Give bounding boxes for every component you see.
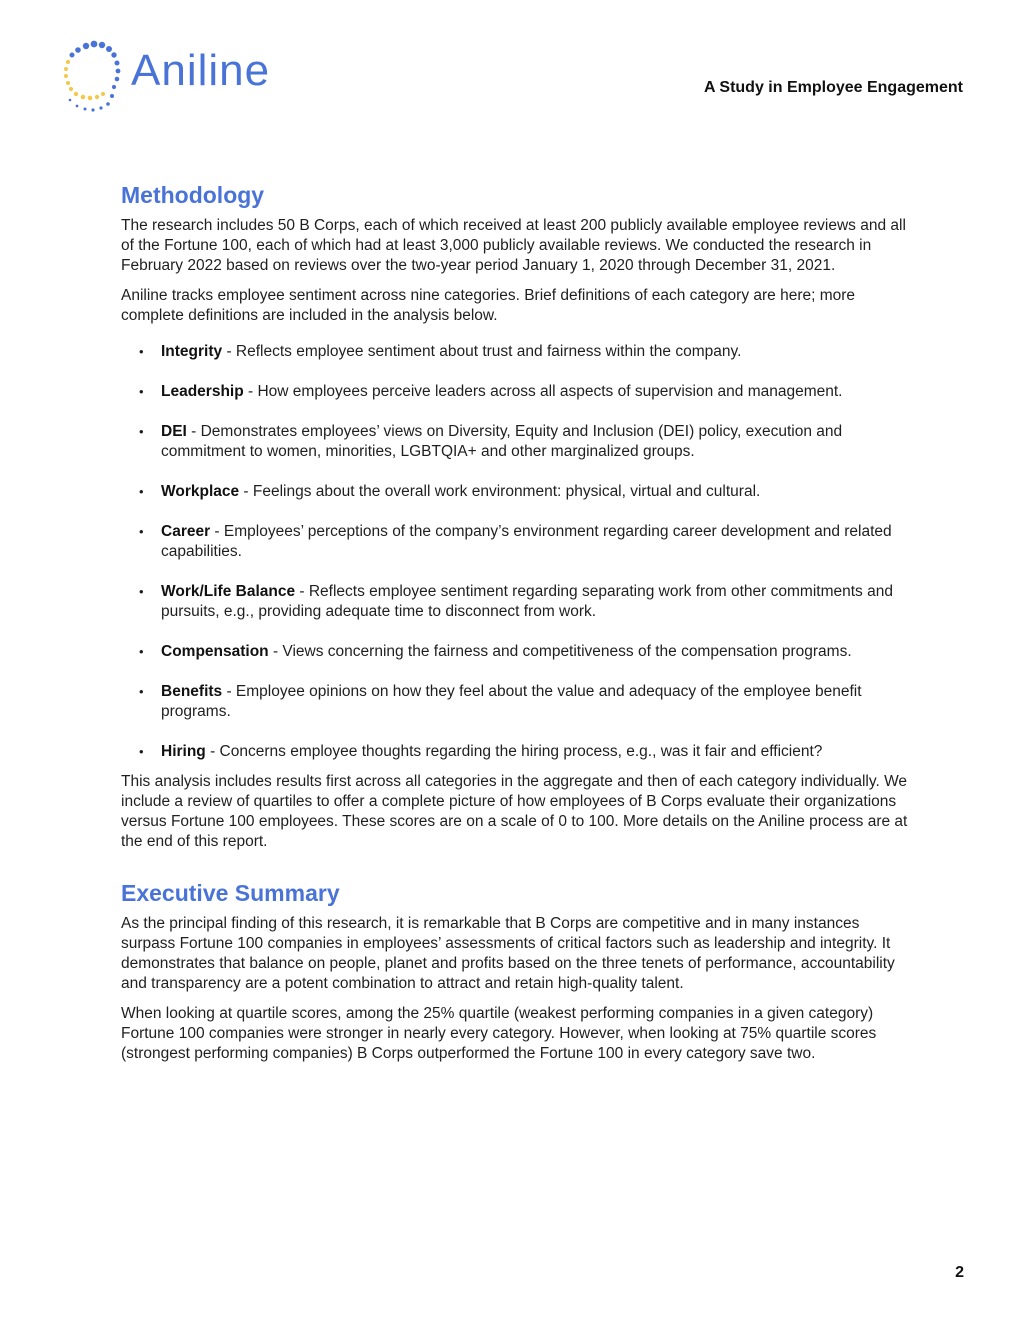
list-item	[121, 742, 911, 762]
list-item	[121, 422, 911, 462]
category-term: Work/Life Balance	[161, 583, 296, 600]
brand-name: Aniline	[131, 46, 271, 95]
methodology-paragraph: This analysis includes results first across all categories in the aggregate and then of each category individually. We include a review of quartiles to offer a complete picture of how employees of B Corps evaluate their organizations versus Fortune 100 employees. These scores are on a scale of 0 to 100. More details on the Aniline process are at the end of this report.	[121, 773, 908, 850]
methodology-section	[121, 180, 911, 852]
bullet-icon: •	[139, 684, 144, 699]
report-title: A Study in Employee Engagement	[703, 79, 963, 96]
list-item	[121, 682, 911, 722]
summary-paragraph: When looking at quartile scores, among the 25% quartile (weakest performing companies in a given category) Fortune 100 companies were stronger in nearly every category. However, when looking at 75% quartile scores (strongest performing companies) B Corps outperformed the Fortune 100 in every category save two.	[121, 1005, 877, 1062]
bullet-icon: •	[139, 524, 144, 539]
methodology-paragraph: The research includes 50 B Corps, each of which received at least 200 publicly available employee reviews and all of the Fortune 100, each of which had at least 3,000 publicly available reviews. We conducted the research in February 2022 based on reviews over the two-year period January 1, 2020 through December 31, 2021.	[121, 217, 906, 274]
category-description: - Reflects employee sentiment about trust and fairness within the company.	[222, 343, 742, 360]
category-description: - Demonstrates employees’ views on Diversity, Equity and Inclusion (DEI) policy, execution and commitment to women, minorities, LGBTQIA+ and other marginalized groups.	[161, 423, 843, 460]
category-description: - Feelings about the overall work environment: physical, virtual and cultural.	[239, 483, 761, 500]
category-description: - Views concerning the fairness and competitiveness of the compensation programs.	[268, 643, 852, 660]
list-item	[121, 342, 911, 362]
list-item	[121, 642, 911, 662]
category-list	[121, 342, 911, 762]
category-description: - Employee opinions on how they feel about the value and adequacy of the employee benefit programs.	[161, 683, 862, 720]
list-item	[121, 482, 911, 502]
summary-paragraph: As the principal finding of this research, it is remarkable that B Corps are competitive and in many instances surpass Fortune 100 companies in employees’ assessments of critical factors such as leadership and integrity. It demonstrates that balance on people, planet and profits based on the three tenets of performance, accountability and transparency are a potent combination to attract and retain high-quality talent.	[121, 915, 895, 992]
list-item	[121, 382, 911, 402]
list-item	[121, 582, 911, 622]
category-description: - Concerns employee thoughts regarding the hiring process, e.g., was it fair and efficient?	[205, 743, 823, 760]
category-term: Integrity	[161, 343, 223, 360]
page-content	[121, 180, 911, 1074]
category-term: Compensation	[161, 643, 269, 660]
bullet-icon: •	[139, 584, 144, 599]
category-term: Benefits	[161, 683, 223, 700]
bullet-icon: •	[139, 644, 144, 659]
bullet-icon: •	[139, 384, 144, 399]
category-term: DEI	[161, 423, 187, 440]
bullet-icon: •	[139, 424, 144, 439]
executive-summary-heading: Executive Summary	[121, 880, 340, 906]
methodology-paragraph: Aniline tracks employee sentiment across nine categories. Brief definitions of each category are here; more complete definitions are included in the analysis below.	[121, 287, 856, 324]
bullet-icon: •	[139, 344, 144, 359]
executive-summary-section	[121, 878, 911, 1064]
logo-dot-ring-icon	[56, 38, 128, 116]
category-term: Career	[161, 523, 211, 540]
category-term: Leadership	[161, 383, 244, 400]
aniline-logo	[56, 38, 286, 118]
list-item	[121, 522, 911, 562]
category-term: Hiring	[161, 743, 206, 760]
category-term: Workplace	[161, 483, 240, 500]
category-description: - Reflects employee sentiment regarding separating work from other commitments and pursuits, e.g., providing adequate time to disconnect from work.	[161, 583, 893, 620]
bullet-icon: •	[139, 744, 144, 759]
category-description: - Employees’ perceptions of the company’s environment regarding career development and related capabilities.	[161, 523, 892, 560]
methodology-heading: Methodology	[121, 182, 265, 208]
category-description: - How employees perceive leaders across all aspects of supervision and management.	[243, 383, 843, 400]
page-number: 2	[955, 1264, 964, 1281]
bullet-icon: •	[139, 484, 144, 499]
